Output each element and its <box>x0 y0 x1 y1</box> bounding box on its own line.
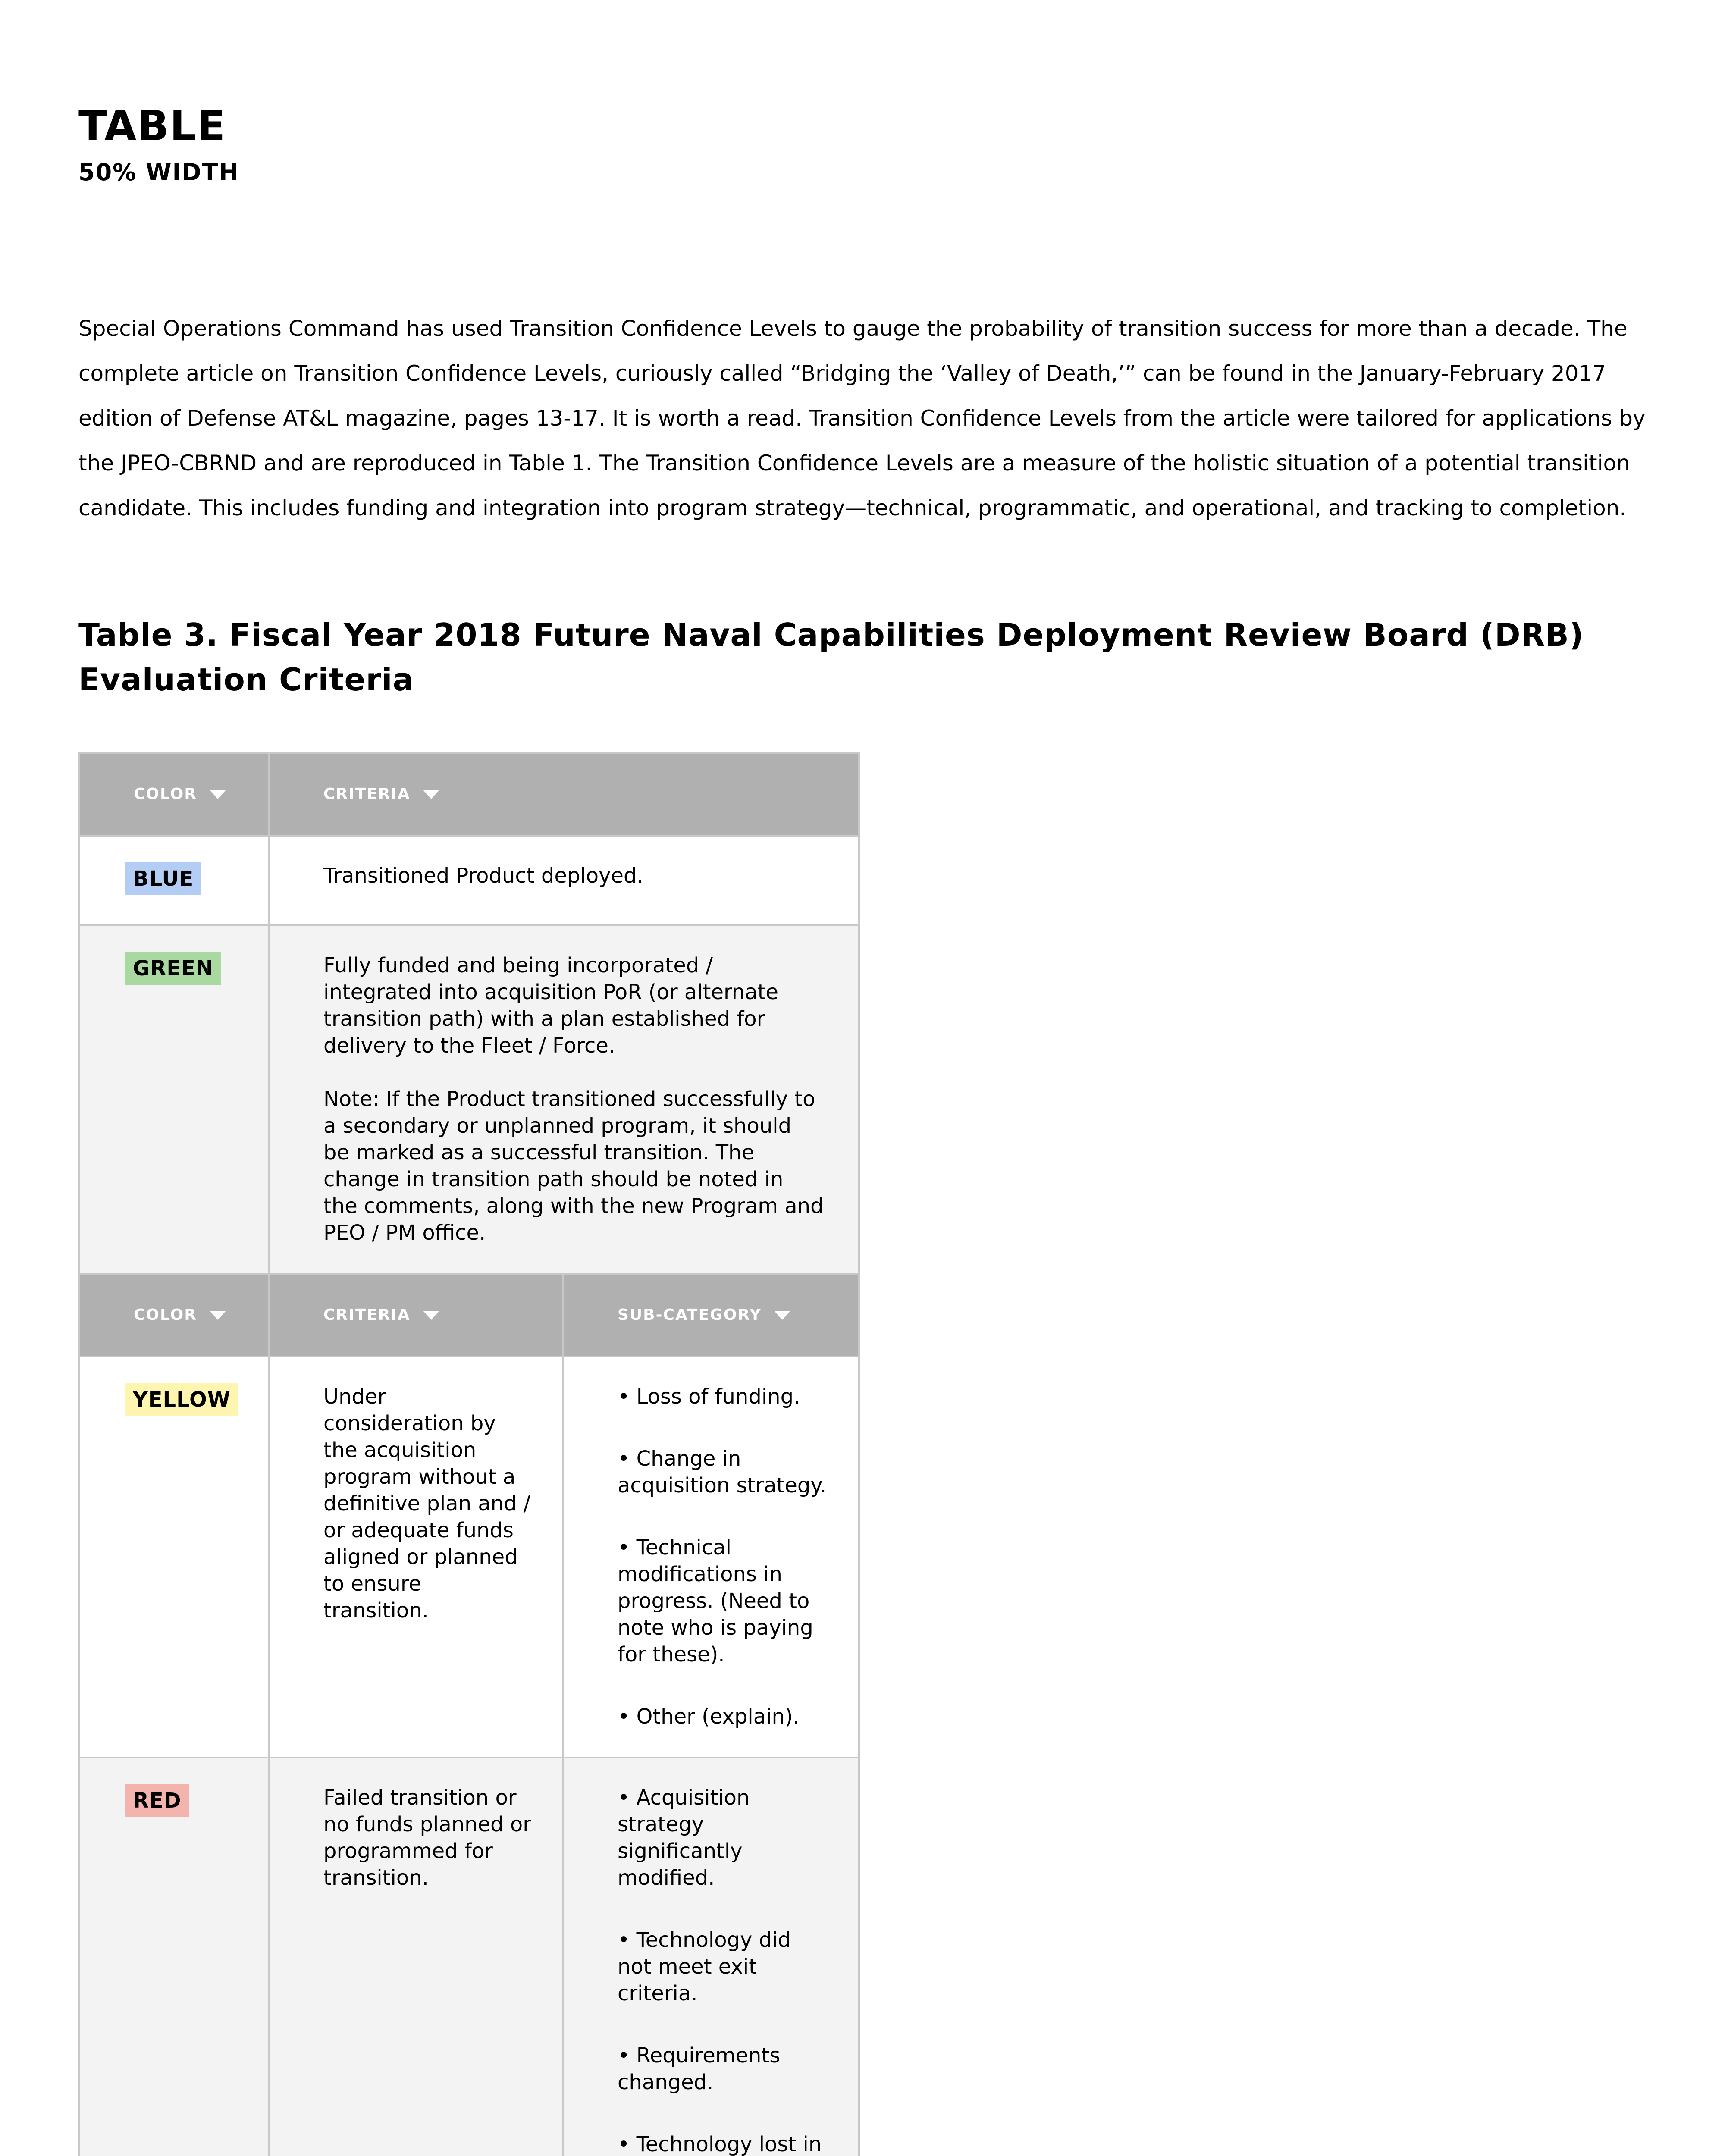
criteria-header-label: CRITERIA <box>323 785 411 803</box>
table-title: Table 3. Fiscal Year 2018 Future Naval Capabilities Deployment Review Board (DRB) Evaluation Criteria <box>78 617 1584 698</box>
sort-down-icon[interactable] <box>423 790 439 799</box>
criteria-table <box>78 752 860 2156</box>
sort-down-icon[interactable] <box>775 1311 790 1320</box>
criteria-header-label: CRITERIA <box>323 1306 411 1324</box>
subcategory-cell <box>563 1758 859 2156</box>
list-item: • Technology did not meet exit criteria. <box>618 1928 791 2006</box>
table-row-green <box>79 925 859 1274</box>
criteria-cell <box>269 836 859 925</box>
page-subtitle: 50% WIDTH <box>78 159 239 186</box>
subcategory-header-label: SUB-CATEGORY <box>618 1306 762 1324</box>
intro-paragraph: Special Operations Command has used Transition Confidence Levels to gauge the probability of transition success for more than a decade. The complete article on Transition Confidence Levels, curiously called “Bridging the ‘Valley of Death,’” can be found in the January-February 2017 edition of Defense AT&L magazine, pages 13-17. It is worth a read. Transition Confidence Levels from the article were tailored for applications by the JPEO-CBRND and are reproduced in Table 1. The Transition Confidence Levels are a measure of the holistic situation of a potential transition candidate. This includes funding and integration into program strategy—technical, programmatic, and operational, and tracking to completion. <box>78 316 1646 520</box>
list-item: • Technology lost in <box>618 2132 822 2156</box>
sort-down-icon[interactable] <box>210 1311 226 1320</box>
table-row-blue <box>79 836 859 925</box>
color-header-label: COLOR <box>134 1306 198 1324</box>
green-note: Note: If the Product transitioned successfully to a secondary or unplanned program, it should be marked as a successful transition. The change in transition path should be noted in the comments, along with the new Program and PEO / PM office. <box>323 1087 824 1245</box>
yellow-criteria: Under consideration by the acquisition program without a definitive plan and / or adequate funds aligned or planned to ensure transition. <box>323 1385 530 1623</box>
table-row-red <box>79 1758 859 2156</box>
list-item: • Change in acquisition strategy. <box>618 1447 827 1498</box>
color-cell <box>79 836 269 925</box>
criteria-cell <box>269 925 859 1274</box>
subcategory-column-header[interactable] <box>563 1274 859 1357</box>
color-cell <box>79 925 269 1274</box>
green-badge: GREEN <box>125 952 221 985</box>
blue-criteria: Transitioned Product deployed. <box>323 864 643 888</box>
list-item: • Acquisition strategy significantly modified. <box>618 1786 750 1890</box>
page-title: TABLE <box>78 102 226 150</box>
sort-down-icon[interactable] <box>423 1311 439 1320</box>
list-item: • Other (explain). <box>618 1705 800 1729</box>
green-criteria: Fully funded and being incorporated / integrated into acquisition PoR (or alternate transition path) with a plan established for delivery to the Fleet / Force. <box>323 953 779 1058</box>
subcategory-cell <box>563 1357 859 1758</box>
criteria-cell <box>269 1357 563 1758</box>
list-item: • Loss of funding. <box>618 1385 800 1409</box>
blue-badge: BLUE <box>125 862 201 895</box>
list-item: • Requirements changed. <box>618 2043 781 2094</box>
table-header-row <box>79 753 859 836</box>
color-column-header[interactable] <box>79 753 269 836</box>
yellow-badge: YELLOW <box>125 1383 238 1416</box>
criteria-cell <box>269 1758 563 2156</box>
color-header-label: COLOR <box>134 785 198 803</box>
color-column-header[interactable] <box>79 1274 269 1357</box>
red-badge: RED <box>125 1784 189 1817</box>
sort-down-icon[interactable] <box>210 790 226 799</box>
color-cell <box>79 1758 269 2156</box>
criteria-column-header[interactable] <box>269 753 859 836</box>
table-header-row-2 <box>79 1274 859 1357</box>
table-row-yellow <box>79 1357 859 1758</box>
criteria-column-header[interactable] <box>269 1274 563 1357</box>
red-criteria: Failed transition or no funds planned or programmed for transition. <box>323 1786 531 1890</box>
list-item: • Technical modifications in progress. (Need to note who is paying for these). <box>618 1536 813 1667</box>
color-cell <box>79 1357 269 1758</box>
